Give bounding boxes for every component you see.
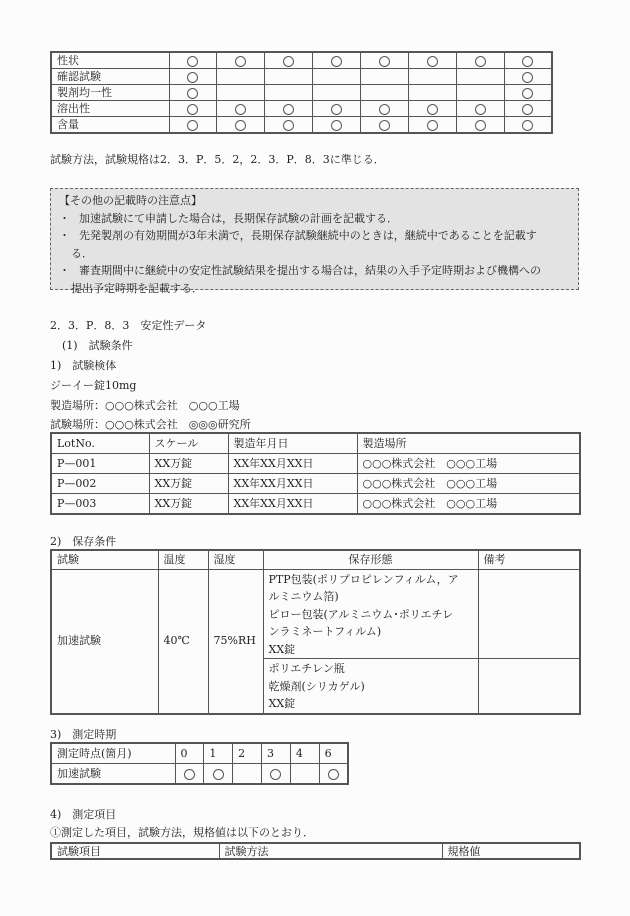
circle-mark-icon bbox=[187, 56, 198, 67]
circle-mark-icon bbox=[475, 56, 486, 67]
circle-mark-icon bbox=[184, 769, 195, 780]
month-header: 1 bbox=[204, 743, 233, 764]
mark-cell bbox=[265, 117, 313, 134]
month-header: 4 bbox=[290, 743, 319, 764]
mark-cell bbox=[217, 101, 265, 117]
storage-test: 加速試験 bbox=[51, 569, 158, 714]
mark-cell bbox=[456, 101, 504, 117]
lot-table bbox=[50, 432, 581, 515]
table-cell: ○○○株式会社 ○○○工場 bbox=[357, 474, 580, 494]
row-label: 加速試験 bbox=[51, 764, 175, 785]
mark-cell bbox=[408, 69, 456, 85]
column-header: 製造年月日 bbox=[228, 433, 357, 454]
circle-mark-icon bbox=[331, 120, 342, 131]
column-header: スケール bbox=[149, 433, 228, 454]
table-row bbox=[51, 117, 552, 134]
row-label: 確認試験 bbox=[51, 69, 169, 85]
mark-cell bbox=[408, 85, 456, 101]
mark-cell bbox=[265, 69, 313, 85]
mark-cell bbox=[313, 69, 361, 85]
table-cell: P—003 bbox=[51, 494, 149, 515]
circle-mark-icon bbox=[427, 120, 438, 131]
table-row bbox=[51, 474, 580, 494]
circle-mark-icon bbox=[187, 88, 198, 99]
storage-conditions-table bbox=[50, 549, 581, 715]
mark-cell bbox=[265, 52, 313, 69]
mark-cell bbox=[361, 101, 409, 117]
mark-cell bbox=[408, 52, 456, 69]
header-row bbox=[51, 743, 348, 764]
storage-humidity: 75%RH bbox=[208, 569, 263, 714]
table-row bbox=[51, 85, 552, 101]
table-row bbox=[51, 52, 552, 69]
measurement-intro: ①測定した項目，試験方法，規格値は以下のとおり． bbox=[50, 826, 314, 839]
row-label: 性状 bbox=[51, 52, 169, 69]
mark-cell bbox=[456, 69, 504, 85]
header-spec: 規格値 bbox=[442, 843, 580, 859]
mark-cell bbox=[217, 69, 265, 85]
packaging-2: ポリエチレン瓶 乾燥剤(シリカゲル) XX錠 bbox=[263, 659, 478, 714]
notes-box bbox=[50, 188, 579, 295]
product-name: ジーイー錠10mg bbox=[50, 379, 137, 392]
mark-cell bbox=[169, 52, 217, 69]
mark-cell bbox=[290, 764, 319, 785]
circle-mark-icon bbox=[283, 104, 294, 115]
mark-cell bbox=[504, 101, 552, 117]
mark-cell bbox=[313, 85, 361, 101]
mark-cell bbox=[204, 764, 233, 785]
table-row bbox=[51, 101, 552, 117]
circle-mark-icon bbox=[522, 120, 533, 131]
circle-mark-icon bbox=[522, 88, 533, 99]
table-cell: XX年XX月XX日 bbox=[228, 494, 357, 515]
note-item: ・ 審査期間中に継続中の安定性試験結果を提出する場合は，結果の入手予定時期および機構への bbox=[59, 264, 541, 277]
mark-cell bbox=[504, 69, 552, 85]
table-cell: XX万錠 bbox=[149, 474, 228, 494]
header-packaging: 保存形態 bbox=[263, 550, 478, 569]
timepoints-title: 3) 測定時期 bbox=[50, 728, 117, 741]
row-label: 製剤均一性 bbox=[51, 85, 169, 101]
mark-cell bbox=[233, 764, 262, 785]
month-header: 0 bbox=[175, 743, 204, 764]
row-label: 含量 bbox=[51, 117, 169, 134]
circle-mark-icon bbox=[331, 104, 342, 115]
circle-mark-icon bbox=[187, 72, 198, 83]
mark-cell bbox=[408, 101, 456, 117]
circle-mark-icon bbox=[283, 56, 294, 67]
circle-mark-icon bbox=[235, 56, 246, 67]
circle-mark-icon bbox=[475, 120, 486, 131]
mark-cell bbox=[361, 52, 409, 69]
note-item-cont: る． bbox=[71, 246, 93, 260]
circle-mark-icon bbox=[427, 104, 438, 115]
table-cell: XX年XX月XX日 bbox=[228, 474, 357, 494]
circle-mark-icon bbox=[328, 769, 339, 780]
column-header: 製造場所 bbox=[357, 433, 580, 454]
table-cell: ○○○株式会社 ○○○工場 bbox=[357, 494, 580, 515]
circle-mark-icon bbox=[213, 769, 224, 780]
remarks-2 bbox=[478, 659, 580, 714]
notes-title: 【その他の記載時の注意点】 bbox=[59, 194, 202, 207]
mark-cell bbox=[504, 52, 552, 69]
circle-mark-icon bbox=[522, 56, 533, 67]
table-cell: P—001 bbox=[51, 454, 149, 474]
circle-mark-icon bbox=[270, 769, 281, 780]
circle-mark-icon bbox=[427, 56, 438, 67]
mark-cell bbox=[217, 52, 265, 69]
header-test-item: 試験項目 bbox=[51, 843, 219, 859]
note-item: ・ 加速試験にて申請した場合は，長期保存試験の計画を記載する． bbox=[59, 211, 398, 225]
table-row bbox=[51, 69, 552, 85]
month-header: 3 bbox=[261, 743, 290, 764]
table-cell: XX万錠 bbox=[149, 454, 228, 474]
mark-cell bbox=[361, 69, 409, 85]
table-row bbox=[51, 454, 580, 474]
mark-cell bbox=[169, 85, 217, 101]
mark-cell bbox=[175, 764, 204, 785]
packaging-1: PTP包装(ポリプロピレンフィルム，ア ルミニウム箔) ピロー包装(アルミニウム･ポリエチレ ンラミネートフィルム) XX錠 bbox=[263, 569, 478, 659]
mark-cell bbox=[169, 117, 217, 134]
circle-mark-icon bbox=[187, 120, 198, 131]
circle-mark-icon bbox=[379, 104, 390, 115]
mark-cell bbox=[313, 101, 361, 117]
test-site: 試験場所：○○○株式会社 ◎◎◎研究所 bbox=[50, 418, 251, 431]
mark-cell bbox=[217, 85, 265, 101]
timepoints-table bbox=[50, 742, 349, 785]
column-header: LotNo. bbox=[51, 433, 149, 454]
manufacturing-site: 製造場所：○○○株式会社 ○○○工場 bbox=[50, 399, 240, 412]
table-cell: ○○○株式会社 ○○○工場 bbox=[357, 454, 580, 474]
month-header: 6 bbox=[319, 743, 348, 764]
circle-mark-icon bbox=[379, 120, 390, 131]
note-item: ・ 先発製剤の有効期間が3年未満で，長期保存試験継続中のときは，継続中であることを記載す bbox=[59, 229, 537, 242]
circle-mark-icon bbox=[235, 104, 246, 115]
mark-cell bbox=[408, 117, 456, 134]
circle-mark-icon bbox=[235, 120, 246, 131]
measurement-title: 4) 測定項目 bbox=[50, 808, 117, 821]
circle-mark-icon bbox=[379, 56, 390, 67]
table-row bbox=[51, 494, 580, 515]
mark-cell bbox=[456, 52, 504, 69]
mark-cell bbox=[169, 69, 217, 85]
note-item-cont: 提出予定時期を記載する． bbox=[71, 281, 203, 295]
header-row bbox=[51, 433, 580, 454]
test-items-table bbox=[50, 51, 553, 134]
circle-mark-icon bbox=[283, 120, 294, 131]
mark-cell bbox=[319, 764, 348, 785]
item-heading: 1) 試験検体 bbox=[50, 359, 117, 372]
table-row bbox=[51, 764, 348, 785]
month-header: 2 bbox=[233, 743, 262, 764]
circle-mark-icon bbox=[522, 72, 533, 83]
mark-cell bbox=[504, 85, 552, 101]
section-heading: 2．3．P．8．3 安定性データ bbox=[50, 319, 207, 332]
mark-cell bbox=[217, 117, 265, 134]
timepoint-header-label: 測定時点(箇月) bbox=[51, 743, 175, 764]
circle-mark-icon bbox=[522, 104, 533, 115]
method-note: 試験方法，試験規格は2．3．P．5．2，2．3．P．8．3に準じる． bbox=[50, 153, 385, 166]
mark-cell bbox=[504, 117, 552, 134]
table-cell: P—002 bbox=[51, 474, 149, 494]
circle-mark-icon bbox=[475, 104, 486, 115]
table-cell: XX年XX月XX日 bbox=[228, 454, 357, 474]
mark-cell bbox=[361, 85, 409, 101]
header-temp: 温度 bbox=[158, 550, 208, 569]
storage-temp: 40℃ bbox=[158, 569, 208, 714]
mark-cell bbox=[265, 85, 313, 101]
row-label: 溶出性 bbox=[51, 101, 169, 117]
circle-mark-icon bbox=[187, 104, 198, 115]
subsection-heading: (1) 試験条件 bbox=[62, 339, 133, 352]
table-cell: XX万錠 bbox=[149, 494, 228, 515]
mark-cell bbox=[265, 101, 313, 117]
remarks-1 bbox=[478, 569, 580, 659]
header-remarks: 備考 bbox=[478, 550, 580, 569]
circle-mark-icon bbox=[331, 56, 342, 67]
header-test-method: 試験方法 bbox=[219, 843, 442, 859]
measurement-table bbox=[50, 842, 581, 860]
mark-cell bbox=[313, 52, 361, 69]
mark-cell bbox=[456, 117, 504, 134]
header-test: 試験 bbox=[51, 550, 158, 569]
mark-cell bbox=[261, 764, 290, 785]
storage-title: 2) 保存条件 bbox=[50, 535, 117, 548]
mark-cell bbox=[313, 117, 361, 134]
header-humidity: 湿度 bbox=[208, 550, 263, 569]
mark-cell bbox=[169, 101, 217, 117]
mark-cell bbox=[456, 85, 504, 101]
mark-cell bbox=[361, 117, 409, 134]
